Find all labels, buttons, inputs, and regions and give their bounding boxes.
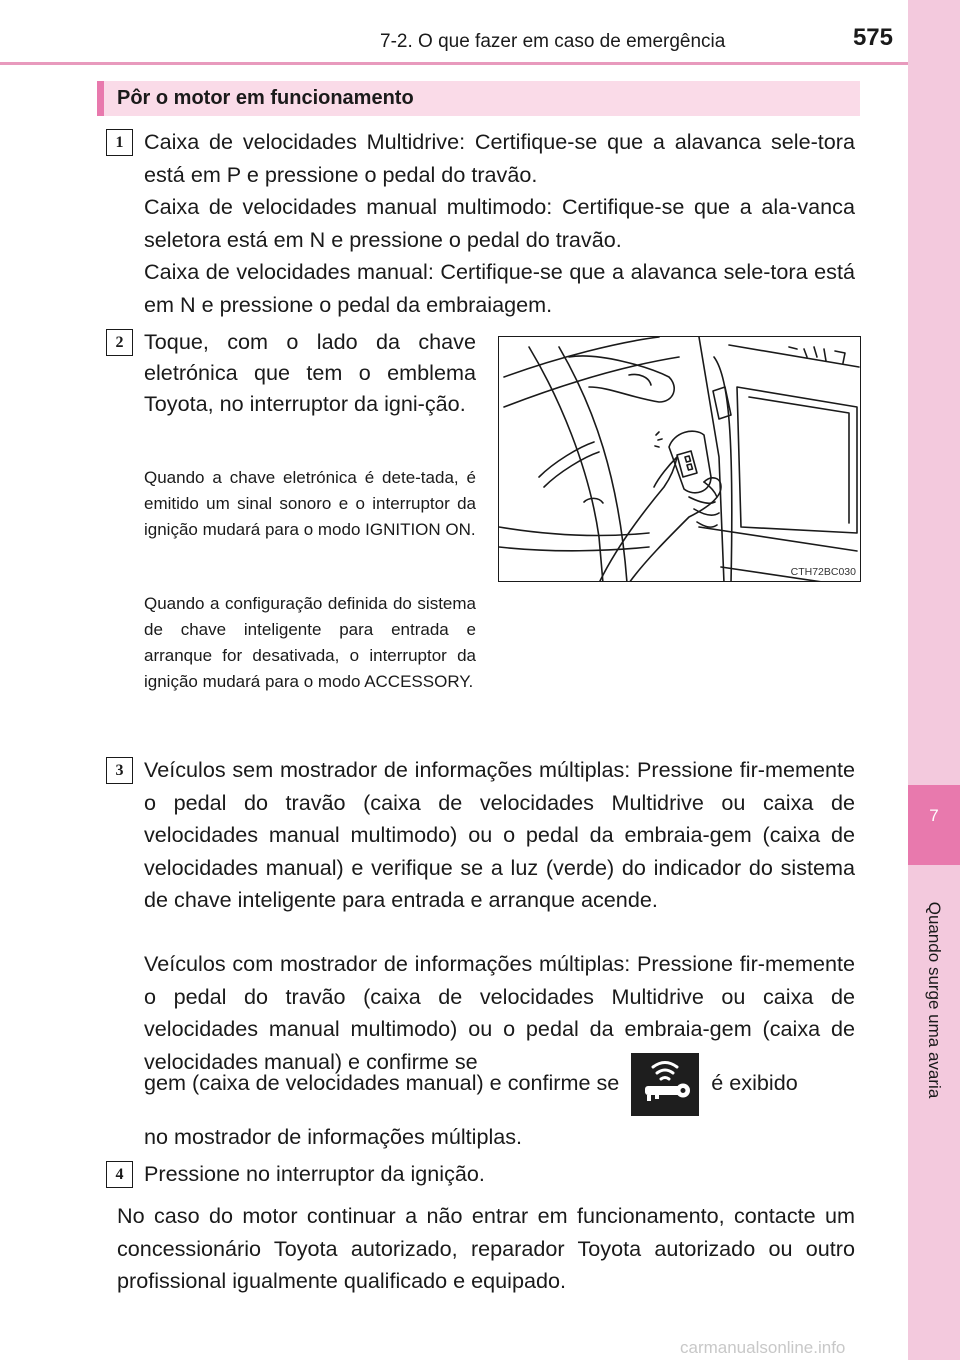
key-signal-indicator-icon <box>631 1053 699 1116</box>
hand-holding-key-at-ignition-illustration <box>499 337 861 582</box>
section-title: Pôr o motor em funcionamento <box>117 87 414 109</box>
header-rule <box>0 62 908 65</box>
ignition-figure <box>498 336 861 582</box>
step-4-text: Pressione no interruptor da ignição. <box>144 1161 485 1186</box>
page-number: 575 <box>852 24 893 51</box>
step-2-note-2: Quando a configuração definida do sistema de chave inteligente para entrada e arranque for desativada, o interruptor da ignição mudará para o modo ACCESSORY. <box>144 594 476 691</box>
step-3-after-icon-text: é exibido <box>711 1070 798 1095</box>
side-tab-strip <box>908 0 960 1360</box>
watermark: carmanualsonline.info <box>680 1338 846 1357</box>
step-3-paragraph-2: Veículos com mostrador de informações múltiplas: Pressione fir-memente o pedal do travão (caixa de velocidades Multidrive ou caixa de velocidades manual multimodo) ou o pedal da embraia-gem (caixa de velocidades manual) e confirme se <box>144 951 855 1074</box>
step-number-2: 2 <box>106 329 133 356</box>
step-3-last-line: no mostrador de informações múltiplas. <box>144 1124 523 1149</box>
step-3-icon-line <box>144 1051 855 1116</box>
step-2-note-1: Quando a chave eletrónica é dete-tada, é emitido um sinal sonoro e o interruptor da ignição mudará para o modo IGNITION ON. <box>144 468 476 539</box>
figure-code: CTH72BC030 <box>790 566 856 578</box>
step-number-4: 4 <box>106 1161 133 1188</box>
closing-paragraph: No caso do motor continuar a não entrar em funcionamento, contacte um concessionário Toyota autorizado, reparador Toyota autorizado ou outro profissional igualmente qualificado e equipado. <box>117 1203 855 1293</box>
step-number-1: 1 <box>106 129 133 156</box>
step-3-before-icon-tail: gem (caixa de velocidades manual) e confirme se <box>144 1070 620 1095</box>
step-2-text: Toque, com o lado da chave eletrónica que tem o emblema Toyota, no interruptor da igni-ção. <box>144 329 476 416</box>
chapter-number: 7 <box>929 806 939 825</box>
step-1-paragraph-3: Caixa de velocidades manual: Certifique-se que a alavanca sele-tora está em N e pressione o pedal da embraiagem. <box>144 259 855 317</box>
step-1-paragraph-1: Caixa de velocidades Multidrive: Certifique-se que a alavanca sele-tora está em P e pressione o pedal do travão. <box>144 129 855 187</box>
step-3-paragraph-1: Veículos sem mostrador de informações múltiplas: Pressione fir-memente o pedal do travão (caixa de velocidades Multidrive ou caixa de velocidades manual multimodo) ou o pedal da embraia-gem (caixa de velocidades manual) e verifique se a luz (verde) do indicador do sistema de chave inteligente para entrada e arranque acende. <box>144 757 855 912</box>
chapter-label: Quando surge uma avaria <box>925 901 944 1099</box>
step-1-paragraph-2: Caixa de velocidades manual multimodo: Certifique-se que a ala-vanca seletora está em N e pressione o pedal do travão. <box>144 194 855 252</box>
running-header: 7-2. O que fazer em caso de emergência <box>380 31 726 52</box>
step-number-3: 3 <box>106 757 133 784</box>
